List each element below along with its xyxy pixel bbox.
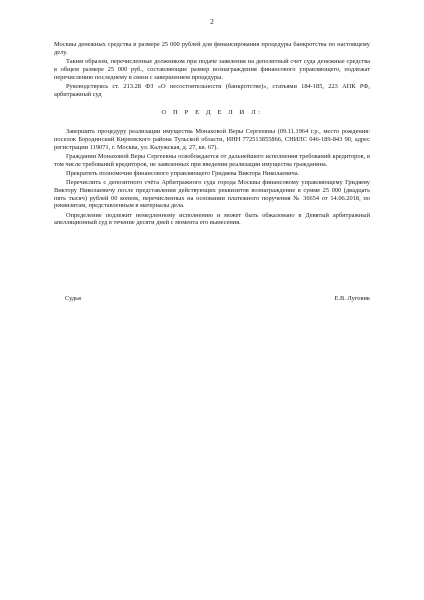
paragraph-legal-basis: Руководствуясь ст. 213.28 ФЗ «О несостоятельности (банкротстве)», статьями 184-185, 223 АПК РФ, арбитражный суд (54, 82, 370, 98)
ruling-heading: О П Р Е Д Е Л И Л: (161, 109, 263, 117)
paragraph-funds-transfer: Москвы денежных средства в размере 25 000 рублей для финансирования процедуры банкротства по настоящему делу. (54, 41, 370, 56)
paragraph-transfer-remuneration: Перечислить с депозитного счёта Арбитражного суда города Москвы финансовому управляющему Гридяеву Виктору Николаевичу после представления действующих реквизитов вознаграждение в сумме 25 000 (двадцать пять тысяч) рублей 00 копеек, перечисленных на основании платежного поручения № 36654 от 14.06.2018, по реквизитам, представленным в материалы дела. (54, 179, 370, 210)
paragraph-release-debtor: Гражданин Монаховой Веры Сергеевны освобождается от дальнейшего исполнения требований кредиторов, в том числе требований кредиторов, не заявленных при введении реализации имущества гражданина. (54, 152, 370, 168)
paragraph-terminate-powers: Прекратить полномочия финансового управляющего Гридяева Виктора Николаевича. (66, 169, 300, 177)
signature-name: Е.В. Луговик (334, 295, 370, 302)
paragraph-funds-summary: Таким образом, перечисленные должником при подаче заявления на депозитный счет суда денежные средства в общем размере 25 000 руб., составляющие размер вознаграждения финансового управляющего, подлежат перечислению последнему в связи с завершением процедуры. (54, 58, 370, 81)
signature-role: Судья (65, 295, 82, 302)
page-number: 2 (210, 17, 214, 26)
paragraph-appeal: Определение подлежит немедленному исполнению и может быть обжаловано в Девятый арбитражный апелляционный суд в течение десяти дней с момента его вынесения. (54, 211, 370, 227)
paragraph-complete-procedure: Завершить процедуру реализации имущества Монаховой Веры Сергеевны (09.11.1964 г.р., место рождения: поселок Бородинский Киреевского района Тульской области, ИНН 772513855866, СНИЛС 046-189-843 90, адрес регистрации 119071, г. Москва, ул. Калужская, д. 27, кв. 67). (54, 128, 370, 151)
document-body (54, 41, 370, 229)
